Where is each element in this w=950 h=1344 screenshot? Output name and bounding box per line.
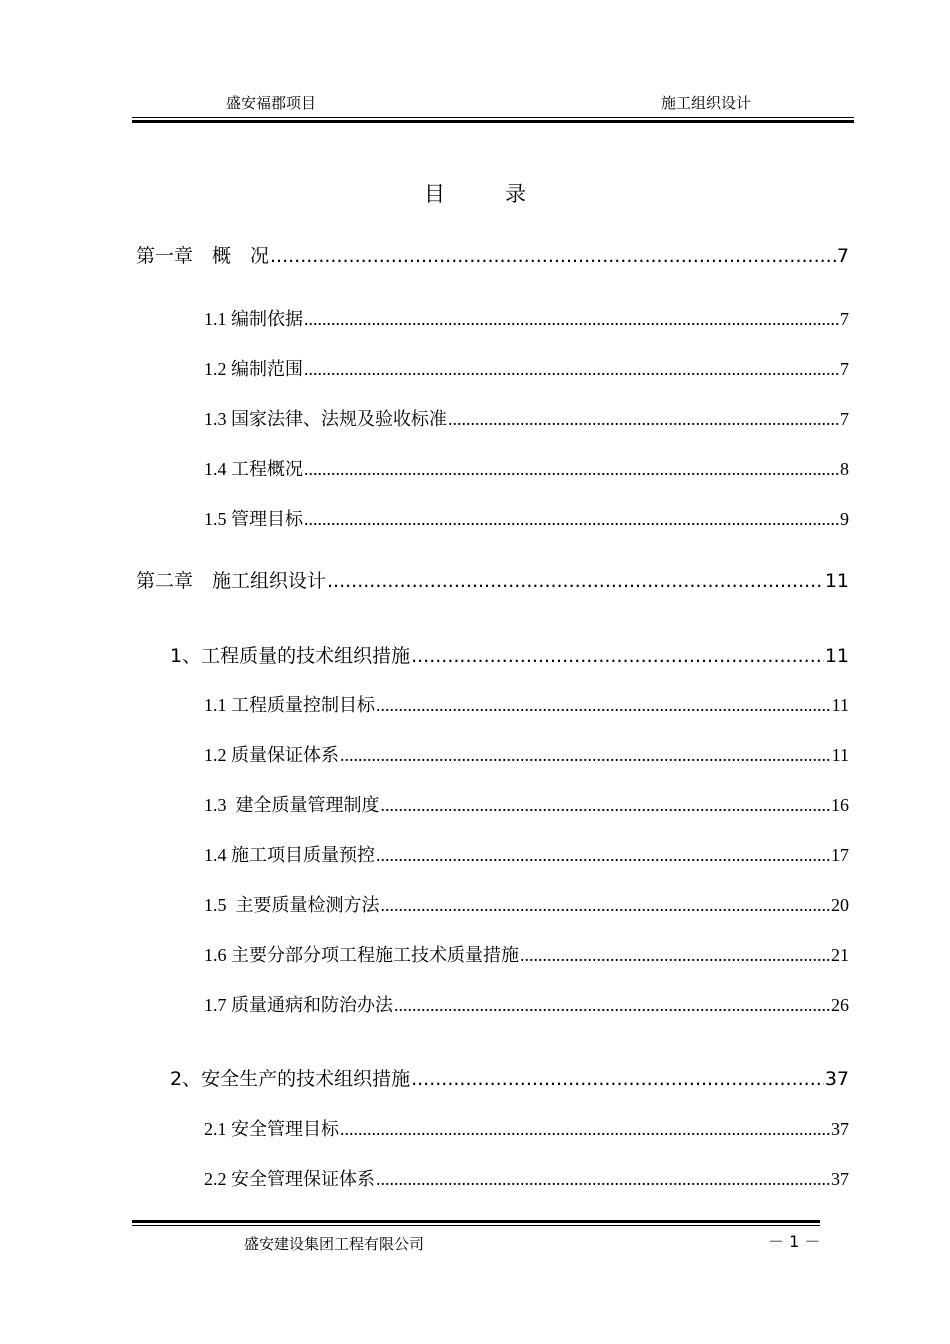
toc-leader-dots xyxy=(448,409,839,430)
toc-entry-2-1-7[interactable] xyxy=(204,991,849,1017)
toc-entry-section-1[interactable] xyxy=(170,641,849,668)
toc-entry-label: 1.3 国家法律、法规及验收标准 xyxy=(204,409,447,429)
toc-leader-dots xyxy=(270,245,836,267)
toc-leader-dots xyxy=(381,795,831,816)
toc-entry-2-1-5[interactable] xyxy=(204,891,849,917)
toc-leader-dots xyxy=(376,845,830,866)
toc-entry-label: 2.2 安全管理保证体系 xyxy=(204,1169,375,1189)
toc-entry-label: 1.6 主要分部分项工程施工技术质量措施 xyxy=(204,945,519,965)
toc-entry-page: 17 xyxy=(831,845,849,865)
footer-rule xyxy=(132,1225,820,1226)
toc-entry-label: 2、安全生产的技术组织措施 xyxy=(170,1068,411,1090)
toc-entry-chapter-1[interactable] xyxy=(136,241,849,268)
toc-title xyxy=(0,178,950,208)
toc-entry-page: 7 xyxy=(836,245,849,267)
toc-entry-2-2-1[interactable] xyxy=(204,1115,849,1141)
toc-entry-page: 9 xyxy=(840,509,849,529)
toc-entry-2-1-4[interactable] xyxy=(204,841,849,867)
toc-entry-1-1[interactable] xyxy=(204,305,849,331)
toc-entry-label: 1.4 施工项目质量预控 xyxy=(204,845,375,865)
toc-entry-label: 2.1 安全管理目标 xyxy=(204,1119,339,1139)
toc-entry-page: 7 xyxy=(840,359,849,379)
toc-title-char: 录 xyxy=(505,182,526,206)
toc-entry-page: 7 xyxy=(840,409,849,429)
toc-leader-dots xyxy=(304,309,839,330)
toc-entry-1-3[interactable] xyxy=(204,405,849,431)
toc-entry-section-2[interactable] xyxy=(170,1064,849,1091)
toc-entry-page: 37 xyxy=(831,1169,849,1189)
footer-company-name: 盛安建设集团工程有限公司 xyxy=(244,1235,425,1253)
toc-entry-page: 11 xyxy=(824,570,849,592)
toc-leader-dots xyxy=(376,1169,830,1190)
toc-entry-2-2-2[interactable] xyxy=(204,1165,849,1191)
toc-entry-1-2[interactable] xyxy=(204,355,849,381)
toc-leader-dots xyxy=(340,1119,830,1140)
toc-title-char: 目 xyxy=(424,182,445,206)
toc-leader-dots xyxy=(411,645,824,667)
toc-entry-page: 26 xyxy=(831,995,849,1015)
header-rule xyxy=(132,117,854,118)
toc-entry-page: 20 xyxy=(831,895,849,915)
toc-entry-1-5[interactable] xyxy=(204,505,849,531)
toc-leader-dots xyxy=(304,509,839,530)
toc-leader-dots xyxy=(327,570,824,592)
toc-leader-dots xyxy=(394,995,830,1016)
toc-entry-2-1-1[interactable] xyxy=(204,691,849,717)
toc-entry-1-4[interactable] xyxy=(204,455,849,481)
toc-entry-label: 第一章 概 况 xyxy=(136,245,270,267)
toc-entry-2-1-3[interactable] xyxy=(204,791,849,817)
toc-entry-label: 1.5 主要质量检测方法 xyxy=(204,895,380,915)
header-document-title: 施工组织设计 xyxy=(661,94,752,112)
toc-entry-label: 1、工程质量的技术组织措施 xyxy=(170,645,411,667)
toc-entry-page: 16 xyxy=(831,795,849,815)
toc-entry-page: 37 xyxy=(831,1119,849,1139)
toc-entry-label: 第二章 施工组织设计 xyxy=(136,570,327,592)
toc-leader-dots xyxy=(376,695,831,716)
footer-page-number: － 1 － xyxy=(768,1232,821,1251)
footer-rule-thick xyxy=(132,1220,820,1223)
toc-leader-dots xyxy=(304,359,839,380)
toc-entry-page: 7 xyxy=(840,309,849,329)
toc-leader-dots xyxy=(381,895,831,916)
toc-leader-dots xyxy=(520,945,830,966)
toc-entry-label: 1.1 工程质量控制目标 xyxy=(204,695,375,715)
toc-leader-dots xyxy=(340,745,831,766)
toc-leader-dots xyxy=(304,459,839,480)
toc-entry-page: 11 xyxy=(831,745,849,765)
toc-entry-page: 11 xyxy=(831,695,849,715)
toc-entry-page: 21 xyxy=(831,945,849,965)
toc-entry-2-1-2[interactable] xyxy=(204,741,849,767)
toc-entry-page: 8 xyxy=(840,459,849,479)
toc-entry-label: 1.1 编制依据 xyxy=(204,309,303,329)
toc-entry-label: 1.4 工程概况 xyxy=(204,459,303,479)
toc-leader-dots xyxy=(411,1068,824,1090)
toc-entry-label: 1.2 编制范围 xyxy=(204,359,303,379)
header-rule-thick xyxy=(132,120,854,123)
toc-entry-label: 1.3 建全质量管理制度 xyxy=(204,795,380,815)
header-project-name: 盛安福郡项目 xyxy=(226,94,317,112)
toc-entry-label: 1.2 质量保证体系 xyxy=(204,745,339,765)
toc-entry-page: 37 xyxy=(824,1068,849,1090)
toc-entry-chapter-2[interactable] xyxy=(136,566,849,593)
toc-entry-page: 11 xyxy=(824,645,849,667)
toc-entry-2-1-6[interactable] xyxy=(204,941,849,967)
toc-entry-label: 1.5 管理目标 xyxy=(204,509,303,529)
toc-entry-label: 1.7 质量通病和防治办法 xyxy=(204,995,393,1015)
